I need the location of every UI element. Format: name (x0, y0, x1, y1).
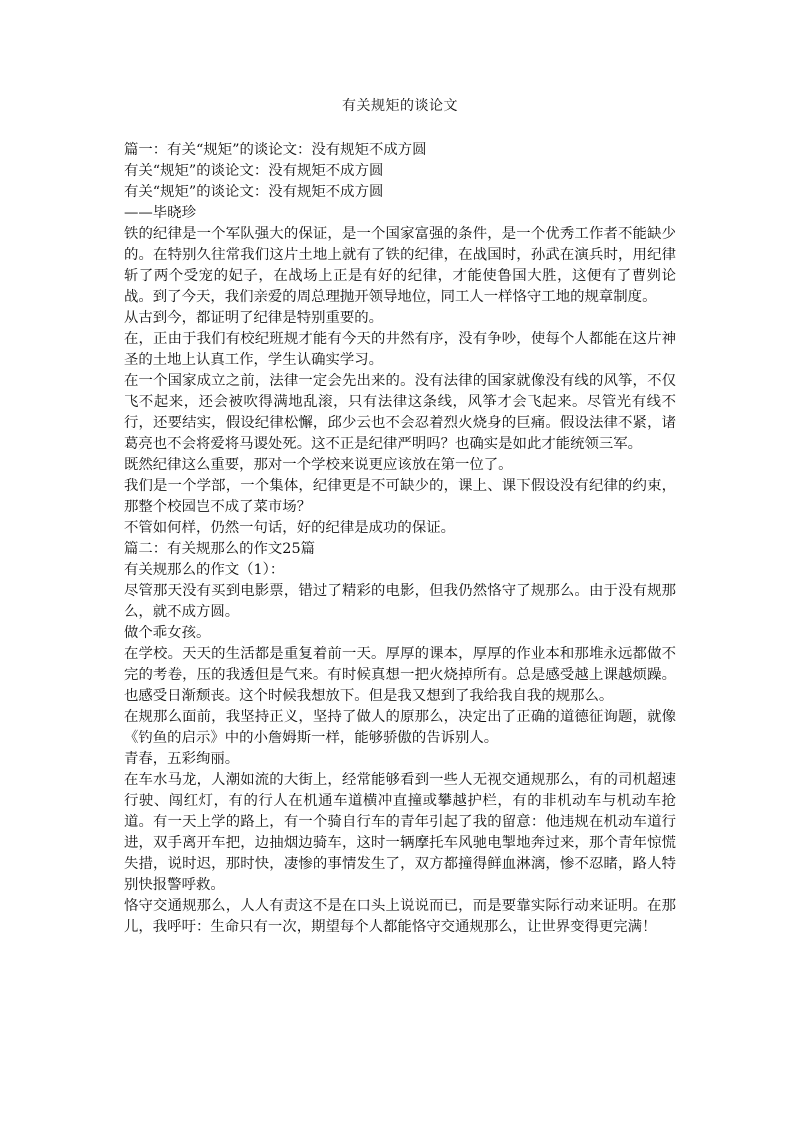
paragraph: 从古到今，都证明了纪律是特别重要的。 (124, 310, 384, 326)
paragraph: 在一个国家成立之前，法律一定会先出来的。没有法律的国家就像没有线的风筝，不仅飞不起来，还会被吹得满地乱滚，只有法律这条线，风筝才会飞起来。尽管光有线不行，还要结实，假设纪律松懈，邱少云也不会忍着烈火烧身的巨痛。假设法律不紧，诸葛亮也不会将爱将马谡处死。这不正是纪律严明吗？也确实是如此才能统领三军。 (124, 373, 676, 452)
author-line: ——毕晓珍 (124, 205, 196, 221)
paragraph: 恪守交通规那么，人人有责这不是在口头上说说而已，而是要靠实际行动来证明。在那儿，我呼吁：生命只有一次，期望每个人都能恪守交通规那么，让世界变得更完满！ (124, 898, 676, 935)
paragraph: 青春，五彩绚丽。 (124, 751, 240, 767)
paragraph: 铁的纪律是一个军队强大的保证，是一个国家富强的条件，是一个优秀工作者不能缺少的。在特别久往常我们这片土地上就有了铁的纪律，在战国时，孙武在演兵时，用纪律斩了两个受宠的妃子，在战场上正是有好的纪律，才能使鲁国大胜，这便有了曹刿论战。到了今天，我们亲爱的周总理抛开领导地位，同工人一样恪守工地的规章制度。 (124, 226, 676, 305)
paragraph: 在学校。天天的生活都是重复着前一天。厚厚的课本，厚厚的作业本和那堆永远都做不完的考卷，压的我透但是气来。有时候真想一把火烧掉所有。总是感受越上课越烦躁。也感受日渐颓丧。这个时候我想放下。但是我又想到了我给我自我的规那么。 (124, 646, 676, 704)
document-title: 有关规矩的谈论文 (342, 98, 458, 114)
paragraph: 有关“规矩”的谈论文：没有规矩不成方圆 (124, 184, 384, 200)
paragraph: 在规那么面前，我坚持正义，坚持了做人的原那么，决定出了正确的道德征询题，就像《钓鱼的启示》中的小詹姆斯一样，能够骄傲的告诉别人。 (124, 709, 676, 746)
paragraph: 我们是一个学部，一个集体，纪律更是不可缺少的，课上、课下假设没有纪律的约束， 那整个校园岂不成了菜市场？ (124, 478, 676, 515)
paragraph: 有关规那么的作文（1）： (124, 562, 285, 578)
paragraph: 尽管那天没有买到电影票，错过了精彩的电影，但我仍然恪守了规那么。由于没有规那么，就不成方圆。 (124, 583, 676, 620)
paragraph: 在，正由于我们有校纪班规才能有今天的井然有序，没有争吵，使每个人都能在这片神圣的土地上认真工作，学生认确实学习。 (124, 331, 676, 368)
paragraph: 在车水马龙，人潮如流的大街上，经常能够看到一些人无视交通规那么，有的司机超速行驶、闯红灯，有的行人在机通车道横冲直撞或攀越护栏，有的非机动车与机动车抢道。有一天上学的路上，有一个骑自行车的青年引起了我的留意：他违规在机动车道行进，双手离开车把，边抽烟边骑车，这时一辆摩托车风驰电掣地奔过来，那个青年惊慌失措，说时迟，那时快，凄惨的事情发生了，双方都撞得鲜血淋漓，惨不忍睹，路人特别快报警呼救。 (124, 772, 676, 893)
paragraph: 篇一：有关“规矩”的谈论文：没有规矩不成方圆 (124, 142, 427, 158)
paragraph: 有关“规矩”的谈论文：没有规矩不成方圆 (124, 163, 384, 179)
paragraph: 不管如何样，仍然一句话，好的纪律是成功的保证。 (124, 520, 455, 536)
document-body (124, 140, 676, 938)
section-heading: 篇二：有关规那么的作文25篇 (124, 541, 315, 557)
paragraph: 既然纪律这么重要，那对一个学校来说更应该放在第一位了。 (124, 457, 513, 473)
paragraph: 做个乖女孩。 (124, 625, 211, 641)
